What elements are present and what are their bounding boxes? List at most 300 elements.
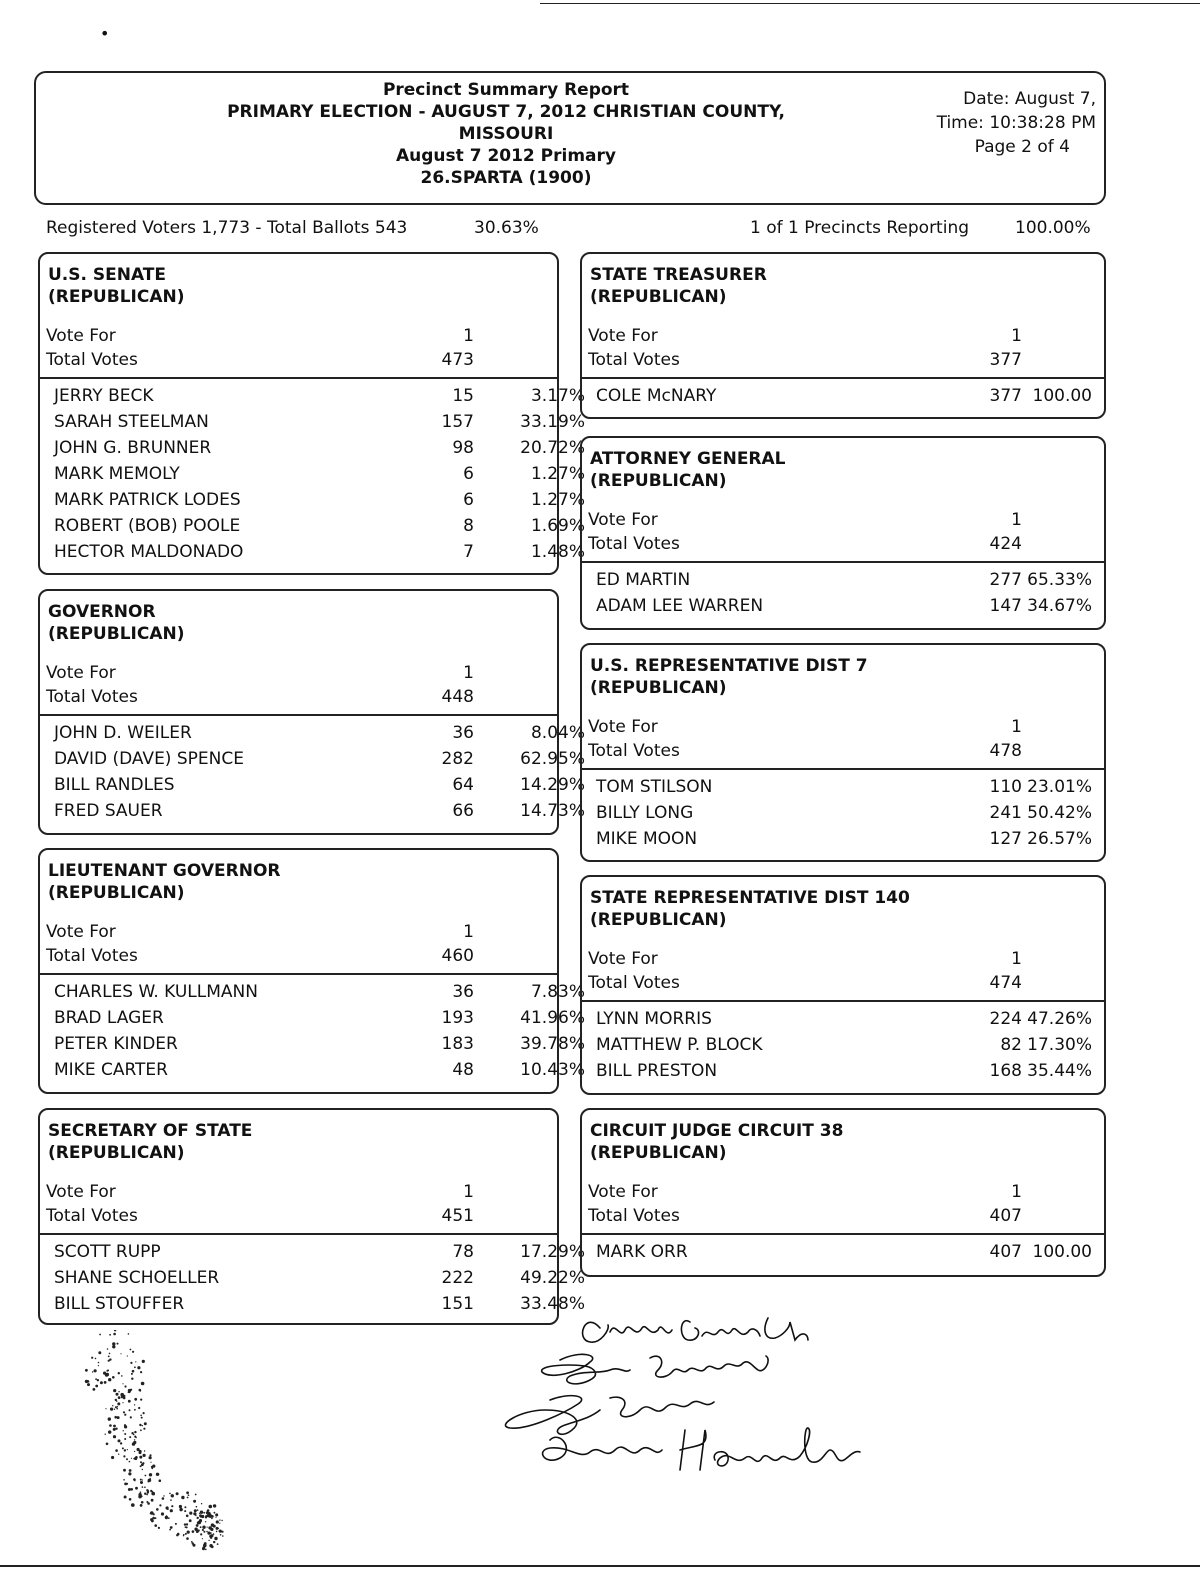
- candidate-votes: 407: [989, 1242, 1022, 1262]
- speckle-dot: [187, 1497, 189, 1499]
- race-office: GOVERNOR: [48, 602, 156, 622]
- speckle-dot: [201, 1503, 202, 1504]
- speckle-dot: [144, 1486, 146, 1488]
- speckle-dot: [130, 1416, 132, 1418]
- speckle-dot: [181, 1496, 184, 1499]
- speckle-dot: [130, 1362, 132, 1364]
- speckle-dot: [85, 1369, 88, 1372]
- signature-2: [542, 1354, 768, 1383]
- speckle-dot: [163, 1495, 164, 1496]
- candidate-percent: 17.30%: [1027, 1035, 1092, 1055]
- speckle-dot: [151, 1499, 154, 1502]
- candidate-name: JOHN D. WEILER: [54, 723, 192, 743]
- speckle-dot: [114, 1416, 117, 1419]
- speckle-dot: [144, 1422, 147, 1425]
- speckle-dot: [124, 1483, 127, 1486]
- candidate-votes: 277: [989, 570, 1022, 590]
- speckle-dot: [109, 1424, 112, 1427]
- candidate-votes: 157: [441, 412, 474, 432]
- speckle-dot: [131, 1378, 133, 1380]
- speckle-dot: [104, 1381, 107, 1384]
- speckle-dot: [217, 1543, 219, 1545]
- candidate-name: SHANE SCHOELLER: [54, 1268, 220, 1288]
- speckle-dot: [113, 1389, 116, 1392]
- candidate-votes: 222: [441, 1268, 474, 1288]
- speckle-dot: [130, 1488, 133, 1491]
- speckle-dot: [144, 1493, 146, 1495]
- speckle-dot: [108, 1378, 111, 1381]
- speckle-dot: [116, 1401, 117, 1402]
- speckle-dot: [210, 1528, 213, 1531]
- speckle-dot: [159, 1479, 162, 1482]
- race-party: (REPUBLICAN): [590, 678, 727, 698]
- speckle-dot: [142, 1486, 144, 1488]
- speckle-dot: [139, 1450, 142, 1453]
- vote-for-value: 1: [463, 663, 474, 683]
- candidate-name: COLE McNARY: [596, 386, 717, 406]
- speckle-dot: [108, 1417, 111, 1420]
- speckle-dot: [114, 1409, 115, 1410]
- speckle-dot: [221, 1531, 223, 1533]
- total-votes-label: Total Votes: [588, 1206, 680, 1226]
- race-office: U.S. SENATE: [48, 265, 167, 285]
- candidate-percent: 7.83%: [530, 982, 585, 1002]
- speckle-dot: [135, 1437, 136, 1438]
- speckle-dot: [195, 1515, 196, 1516]
- speckle-dot: [140, 1465, 142, 1467]
- speckle-dot: [115, 1449, 118, 1452]
- speckle-dot: [98, 1365, 99, 1366]
- precinct-name: 26.SPARTA (1900): [420, 168, 592, 188]
- speckle-dot: [144, 1450, 145, 1451]
- speckle-dot: [128, 1392, 130, 1394]
- speckle-dot: [85, 1380, 88, 1383]
- speckle-dot: [123, 1411, 125, 1413]
- total-votes-value: 473: [441, 350, 474, 370]
- candidate-votes: 151: [441, 1294, 474, 1314]
- speckle-dot: [122, 1447, 124, 1449]
- candidate-name: JERRY BECK: [54, 386, 154, 406]
- speckle-dot: [121, 1375, 123, 1377]
- candidate-name: JOHN G. BRUNNER: [54, 438, 212, 458]
- speckle-dot: [209, 1544, 212, 1547]
- vote-for-value: 1: [1011, 326, 1022, 346]
- race-office: LIEUTENANT GOVERNOR: [48, 861, 281, 881]
- speckle-dot: [140, 1371, 142, 1373]
- speckle-dot: [194, 1509, 197, 1512]
- speckle-dot: [124, 1424, 126, 1426]
- speckle-dot: [106, 1443, 109, 1446]
- speckle-dot: [112, 1345, 115, 1348]
- total-votes-value: 451: [441, 1206, 474, 1226]
- vote-for-label: Vote For: [46, 326, 116, 346]
- speckle-dot: [93, 1388, 96, 1391]
- speckle-dot: [106, 1370, 108, 1372]
- signature-3: [505, 1396, 714, 1435]
- speckle-dot: [97, 1379, 99, 1381]
- speckle-dot: [206, 1531, 208, 1533]
- speckle-dot: [138, 1407, 140, 1409]
- speckle-dot: [169, 1493, 171, 1495]
- vote-for-value: 1: [463, 1182, 474, 1202]
- speckle-dot: [141, 1501, 144, 1504]
- speckle-dot: [112, 1405, 113, 1406]
- candidate-name: SARAH STEELMAN: [54, 412, 209, 432]
- total-votes-value: 407: [989, 1206, 1022, 1226]
- candidate-name: TOM STILSON: [596, 777, 713, 797]
- speckle-dot: [99, 1334, 101, 1336]
- race-title: [590, 655, 868, 699]
- total-votes-value: 460: [441, 946, 474, 966]
- race-party: (REPUBLICAN): [48, 1143, 185, 1163]
- speckle-dot: [183, 1535, 184, 1536]
- speckle-dot: [177, 1533, 180, 1536]
- speckle-dot: [141, 1417, 143, 1419]
- speckle-dot: [170, 1499, 172, 1501]
- vote-for-value: 1: [463, 326, 474, 346]
- speckle-dot: [118, 1396, 121, 1399]
- speckle-dot: [219, 1530, 222, 1533]
- speckle-dot: [215, 1513, 218, 1516]
- speckle-dot: [123, 1455, 125, 1457]
- total-votes-label: Total Votes: [46, 350, 138, 370]
- report-title: Precinct Summary Report: [382, 80, 630, 100]
- vote-for-value: 1: [1011, 949, 1022, 969]
- speckle-dot: [170, 1526, 173, 1529]
- speckle-dot: [139, 1424, 141, 1426]
- speckle-dot: [184, 1510, 186, 1512]
- speckle-dot: [220, 1534, 222, 1536]
- candidate-percent: 34.67%: [1027, 596, 1092, 616]
- speckle-dot: [113, 1435, 116, 1438]
- speckle-dot: [213, 1504, 216, 1507]
- total-votes-label: Total Votes: [46, 687, 138, 707]
- speckle-dot: [94, 1369, 97, 1372]
- race-party: (REPUBLICAN): [48, 287, 185, 307]
- speckle-dot: [146, 1501, 148, 1503]
- speckle-dot: [205, 1521, 206, 1522]
- candidate-votes: 66: [452, 801, 474, 821]
- total-votes-value: 478: [989, 741, 1022, 761]
- candidate-name: BILL PRESTON: [596, 1061, 718, 1081]
- candidate-percent: 17.29%: [520, 1242, 585, 1262]
- speckle-dot: [140, 1399, 142, 1401]
- speckle-dot: [108, 1356, 110, 1358]
- speckle-dot: [132, 1370, 135, 1373]
- registered-voters: Registered Voters 1,773 - Total Ballots 543: [46, 218, 408, 238]
- speckle-dot: [92, 1371, 93, 1372]
- speckle-dot: [143, 1412, 145, 1414]
- candidate-votes: 147: [989, 596, 1022, 616]
- candidate-votes: 224: [989, 1009, 1022, 1029]
- candidate-name: BRAD LAGER: [54, 1008, 164, 1028]
- candidate-name: LYNN MORRIS: [596, 1009, 712, 1029]
- speckle-dot: [142, 1469, 143, 1470]
- speckle-dot: [208, 1540, 209, 1541]
- speckle-dot: [159, 1504, 161, 1506]
- candidate-percent: 3.17%: [530, 386, 585, 406]
- race-us-representative-dist-7: [580, 643, 1106, 862]
- race-circuit-judge-38: [580, 1108, 1106, 1277]
- speckle-dot: [151, 1466, 153, 1468]
- page-edge-bottom: [0, 1565, 1200, 1567]
- candidate-percent: 8.04%: [530, 723, 585, 743]
- speckle-dot: [167, 1509, 169, 1511]
- candidate-votes: 15: [452, 386, 474, 406]
- race-divider: [40, 714, 557, 716]
- speckle-dot: [202, 1547, 205, 1550]
- race-office: ATTORNEY GENERAL: [590, 449, 786, 469]
- speckle-dot: [186, 1515, 189, 1518]
- speckle-dot: [184, 1506, 186, 1508]
- total-votes-value: 448: [441, 687, 474, 707]
- speckle-dot: [138, 1495, 141, 1498]
- candidate-name: MARK ORR: [596, 1242, 688, 1262]
- speckle-dot: [192, 1542, 194, 1544]
- speckle-dot: [187, 1531, 190, 1534]
- speckle-dot: [143, 1428, 145, 1430]
- candidate-percent: 100.00: [1032, 386, 1092, 406]
- speckle-dot: [207, 1509, 210, 1512]
- total-votes-label: Total Votes: [588, 741, 680, 761]
- vote-for-value: 1: [1011, 1182, 1022, 1202]
- race-title: [590, 448, 786, 492]
- speckle-dot: [122, 1402, 123, 1403]
- candidate-votes: 78: [452, 1242, 474, 1262]
- candidate-percent: 10.43%: [520, 1060, 585, 1080]
- speckle-dot: [117, 1402, 120, 1405]
- race-attorney-general: [580, 436, 1106, 630]
- speckle-dot: [140, 1504, 143, 1507]
- speckle-dot: [142, 1425, 143, 1426]
- candidate-percent: 49.22%: [520, 1268, 585, 1288]
- speckle-dot: [197, 1529, 199, 1531]
- speckle-dot: [205, 1549, 207, 1551]
- scan-speckle: [55, 1330, 255, 1560]
- race-office: CIRCUIT JUDGE CIRCUIT 38: [590, 1121, 844, 1141]
- speckle-dot: [134, 1431, 136, 1433]
- candidate-votes: 36: [452, 982, 474, 1002]
- speckle-dot: [129, 1498, 132, 1501]
- speckle-dot: [140, 1429, 142, 1431]
- candidate-name: BILL RANDLES: [54, 775, 175, 795]
- speckle-dot: [179, 1505, 182, 1508]
- speckle-dot: [186, 1523, 188, 1525]
- speckle-dot: [127, 1355, 128, 1356]
- candidate-percent: 26.57%: [1027, 829, 1092, 849]
- speckle-dot: [111, 1456, 114, 1459]
- candidate-percent: 62.95%: [520, 749, 585, 769]
- speckle-dot: [185, 1526, 187, 1528]
- vote-for-value: 1: [1011, 510, 1022, 530]
- race-divider: [40, 1233, 557, 1235]
- speckle-dot: [215, 1517, 216, 1518]
- speckle-dot: [185, 1533, 187, 1535]
- race-title: [590, 887, 910, 931]
- speckle-dot: [142, 1479, 143, 1480]
- speckle-dot: [141, 1463, 144, 1466]
- race-title: [48, 860, 281, 904]
- speckle-dot: [134, 1451, 135, 1452]
- speckle-dot: [195, 1494, 197, 1496]
- speckle-dot: [199, 1514, 202, 1517]
- race-divider: [582, 1233, 1104, 1235]
- speckle-dot: [196, 1506, 198, 1508]
- vote-for-label: Vote For: [46, 922, 116, 942]
- candidate-percent: 1.48%: [530, 542, 585, 562]
- speckle-dot: [113, 1333, 116, 1336]
- speckle-dot: [105, 1408, 106, 1409]
- speckle-dot: [131, 1458, 132, 1459]
- candidate-votes: 7: [463, 542, 474, 562]
- candidate-name: DAVID (DAVE) SPENCE: [54, 749, 244, 769]
- race-state-treasurer: [580, 252, 1106, 419]
- speckle-dot: [134, 1404, 135, 1405]
- vote-for-label: Vote For: [588, 1182, 658, 1202]
- election-title-line-1: PRIMARY ELECTION - AUGUST 7, 2012 CHRISTIAN COUNTY,: [227, 102, 785, 122]
- speckle-dot: [106, 1373, 110, 1377]
- candidate-percent: 1.27%: [530, 490, 585, 510]
- race-divider: [582, 561, 1104, 563]
- speckle-dot: [124, 1414, 126, 1416]
- candidate-votes: 6: [463, 490, 474, 510]
- speckle-dot: [95, 1378, 97, 1380]
- race-divider: [582, 768, 1104, 770]
- speckle-dot: [146, 1494, 148, 1496]
- speckle-dot: [152, 1517, 155, 1520]
- candidate-votes: 377: [989, 386, 1022, 406]
- speckle-dot: [211, 1518, 213, 1520]
- speckle-dot: [219, 1523, 220, 1524]
- speckle-dot: [221, 1520, 222, 1521]
- speckle-dot: [200, 1533, 202, 1535]
- speckle-dot: [194, 1528, 197, 1531]
- speckle-dot: [127, 1449, 128, 1450]
- candidate-votes: 168: [989, 1061, 1022, 1081]
- speckle-dot: [140, 1481, 143, 1484]
- signatures: [490, 1300, 910, 1500]
- speckle-dot: [117, 1416, 120, 1419]
- speckle-dot: [133, 1434, 135, 1436]
- candidate-name: MATTHEW P. BLOCK: [596, 1035, 763, 1055]
- speckle-dot: [98, 1351, 101, 1354]
- speckle-dot: [219, 1519, 220, 1520]
- speckle-dot: [186, 1537, 189, 1540]
- speckle-dot: [109, 1334, 111, 1336]
- speckle-dot: [130, 1389, 132, 1391]
- speckle-dot: [105, 1434, 106, 1435]
- election-title-line-2: MISSOURI: [458, 124, 554, 144]
- speckle-dot: [222, 1535, 224, 1537]
- speckle-dot: [171, 1505, 173, 1507]
- race-office: STATE TREASURER: [590, 265, 767, 285]
- total-votes-label: Total Votes: [46, 946, 138, 966]
- speckle-dot: [95, 1358, 97, 1360]
- speckle-dot: [202, 1526, 205, 1529]
- vote-for-label: Vote For: [588, 717, 658, 737]
- speckle-dot: [114, 1330, 116, 1331]
- race-divider: [40, 377, 557, 379]
- speckle-dot: [129, 1436, 131, 1438]
- speckle-dot: [124, 1449, 126, 1451]
- speckle-dot: [211, 1515, 214, 1518]
- vote-for-value: 1: [1011, 717, 1022, 737]
- race-party: (REPUBLICAN): [48, 624, 185, 644]
- speckle-dot: [129, 1469, 132, 1472]
- vote-for-label: Vote For: [46, 663, 116, 683]
- speckle-dot: [210, 1532, 212, 1534]
- race-title: [48, 264, 184, 308]
- speckle-dot: [207, 1527, 208, 1528]
- speckle-dot: [154, 1524, 157, 1527]
- turnout-percent: 30.63%: [474, 218, 539, 238]
- race-office: U.S. REPRESENTATIVE DIST 7: [590, 656, 868, 676]
- candidate-percent: 1.69%: [530, 516, 585, 536]
- speckle-dot: [141, 1382, 145, 1386]
- speckle-dot: [170, 1509, 173, 1512]
- candidate-name: BILL STOUFFER: [54, 1294, 185, 1314]
- race-lieutenant-governor: [38, 848, 585, 1094]
- speckle-dot: [135, 1361, 136, 1362]
- candidate-name: BILLY LONG: [596, 803, 694, 823]
- speckle-dot: [150, 1462, 151, 1463]
- speckle-dot: [100, 1381, 103, 1384]
- speckle-dot: [134, 1439, 135, 1440]
- candidate-votes: 48: [452, 1060, 474, 1080]
- race-office: SECRETARY OF STATE: [48, 1121, 253, 1141]
- speckle-dot: [134, 1398, 137, 1401]
- race-divider: [582, 1000, 1104, 1002]
- candidate-percent: 39.78%: [520, 1034, 585, 1054]
- speckle-dot: [134, 1366, 136, 1368]
- signature-4: [543, 1428, 860, 1470]
- candidate-percent: 47.26%: [1027, 1009, 1092, 1029]
- speckle-dot: [112, 1376, 115, 1379]
- speckle-dot: [151, 1491, 152, 1492]
- speckle-dot: [134, 1480, 135, 1481]
- speckle-dot: [143, 1454, 146, 1457]
- speckle-dot: [108, 1360, 110, 1362]
- speckle-dot: [118, 1454, 119, 1455]
- speckle-dot: [197, 1509, 199, 1511]
- total-votes-label: Total Votes: [46, 1206, 138, 1226]
- race-title: [590, 1120, 843, 1164]
- speckle-dot: [128, 1400, 131, 1403]
- candidate-name: CHARLES W. KULLMANN: [54, 982, 258, 1002]
- speckle-dot: [140, 1491, 142, 1493]
- candidate-votes: 110: [989, 777, 1022, 797]
- speckle-dot: [161, 1512, 164, 1515]
- speckle-dot: [124, 1385, 126, 1387]
- speckle-dot: [123, 1479, 125, 1481]
- speckle-dot: [158, 1527, 160, 1529]
- candidate-name: MIKE MOON: [596, 829, 698, 849]
- speckle-dot: [200, 1526, 202, 1528]
- total-votes-label: Total Votes: [588, 973, 680, 993]
- speckle-dot: [124, 1496, 127, 1499]
- speckle-dot: [133, 1458, 134, 1459]
- speckle-dot: [202, 1538, 203, 1539]
- speckle-dot: [128, 1333, 130, 1335]
- speckle-dot: [216, 1531, 218, 1533]
- header-meta: [937, 87, 1096, 159]
- speckle-dot: [108, 1430, 111, 1433]
- candidate-votes: 282: [441, 749, 474, 769]
- speckle-dot: [145, 1475, 147, 1477]
- race-party: (REPUBLICAN): [48, 883, 185, 903]
- speckle-dot: [179, 1508, 182, 1511]
- speckle-dot: [112, 1342, 115, 1345]
